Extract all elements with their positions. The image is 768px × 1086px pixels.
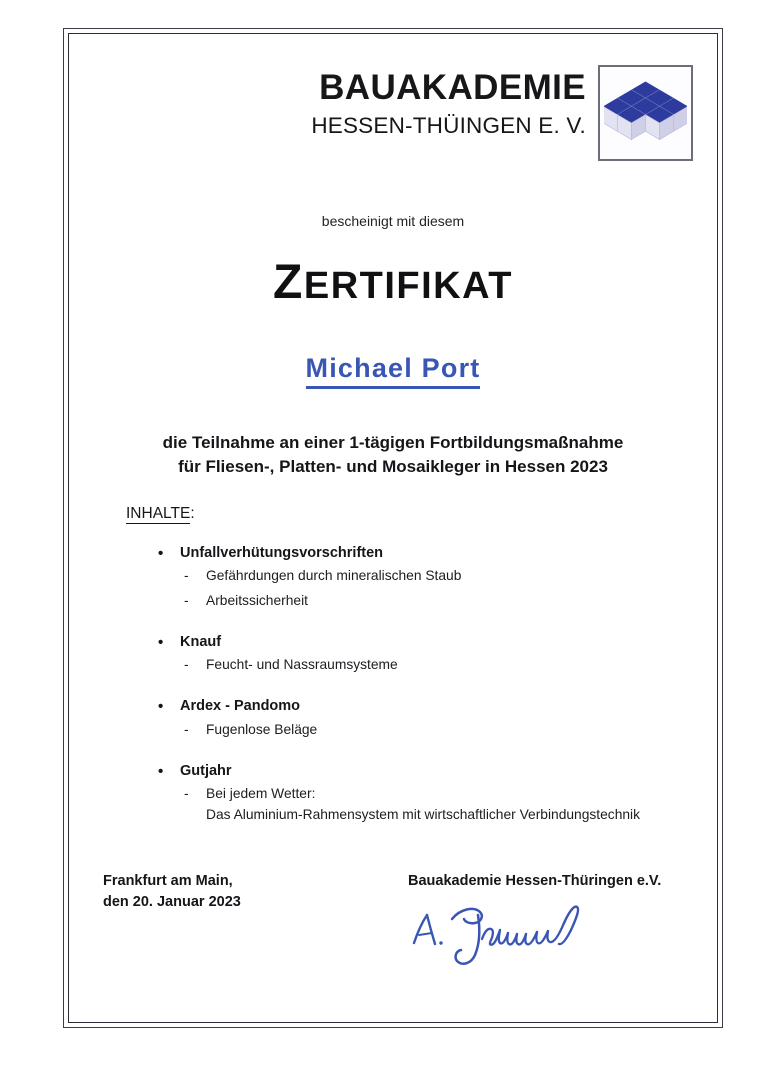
contents-label-colon: : <box>190 505 195 522</box>
purpose-statement <box>68 431 718 479</box>
place-and-date <box>103 871 241 913</box>
isometric-cubes-logo-icon <box>598 65 693 161</box>
topic-item-text: Feucht- und Nassraumsysteme <box>206 657 398 672</box>
topic-item-text: Bei jedem Wetter: <box>206 786 316 801</box>
organization-subtitle: HESSEN-THÜINGEN E. V. <box>311 112 586 138</box>
topic-title-text: Gutjahr <box>180 762 232 779</box>
bullet-icon: • <box>158 762 164 780</box>
topic-item <box>126 783 706 826</box>
topic-group <box>126 697 706 740</box>
topic-title <box>126 633 706 651</box>
signer-organization: Bauakademie Hessen-Thüringen e.V. <box>408 873 662 889</box>
contents-label-text: INHALTE <box>126 505 191 522</box>
purpose-line-2: für Fliesen-, Platten- und Mosaikleger in Hessen 2023 <box>178 457 608 477</box>
topic-title-text: Knauf <box>180 633 222 650</box>
contents-label <box>126 505 706 523</box>
heading-rest: ERTIFIKAT <box>303 265 513 307</box>
topic-title <box>126 697 706 715</box>
place-text: Frankfurt am Main, <box>103 873 233 889</box>
bullet-icon: • <box>158 698 164 716</box>
contents-section <box>126 505 706 826</box>
bullet-icon: • <box>158 545 164 562</box>
topic-title-text: Unfallverhütungsvorschriften <box>180 545 384 561</box>
topic-title <box>126 762 706 780</box>
topic-item-text: Arbeitssicherheit <box>206 592 308 608</box>
topic-item <box>126 719 706 740</box>
heading-first-letter: Z <box>273 256 304 309</box>
topic-item <box>126 654 706 675</box>
dash-icon: - <box>184 721 189 737</box>
dash-icon: - <box>184 568 189 584</box>
signature-area <box>68 871 718 991</box>
purpose-line-1: die Teilnahme an einer 1-tägigen Fortbildungsmaßnahme <box>162 433 624 452</box>
dash-icon: - <box>184 657 189 672</box>
recipient-name <box>68 353 718 384</box>
intro-line: bescheinigt mit diesem <box>321 213 465 229</box>
dash-icon: - <box>184 592 189 608</box>
topic-title-text: Ardex - Pandomo <box>180 698 301 715</box>
certificate-heading <box>68 255 718 310</box>
certificate-content <box>68 33 718 1023</box>
topic-item <box>126 565 706 586</box>
topic-item-text: Fugenlose Beläge <box>206 721 318 737</box>
bullet-icon: • <box>158 633 164 651</box>
organization-names <box>286 70 586 139</box>
topic-title <box>126 544 706 562</box>
topic-group <box>126 633 706 676</box>
date-text: den 20. Januar 2023 <box>103 894 241 911</box>
topic-item <box>126 590 706 611</box>
handwritten-signature-icon <box>408 895 618 967</box>
topic-group <box>126 544 706 611</box>
signature-column <box>408 871 708 967</box>
topic-item-continuation: Das Aluminium-Rahmensystem mit wirtschaftlicher Verbindungstechnik <box>206 807 641 823</box>
topic-item-text: Gefährdungen durch mineralischen Staub <box>206 568 462 584</box>
topic-group <box>126 762 706 826</box>
recipient-name-text: Michael Port <box>306 353 481 389</box>
letterhead <box>68 70 718 190</box>
organization-title: BAUAKADEMIE <box>319 68 586 107</box>
dash-icon: - <box>184 786 189 801</box>
topic-list <box>126 544 706 826</box>
